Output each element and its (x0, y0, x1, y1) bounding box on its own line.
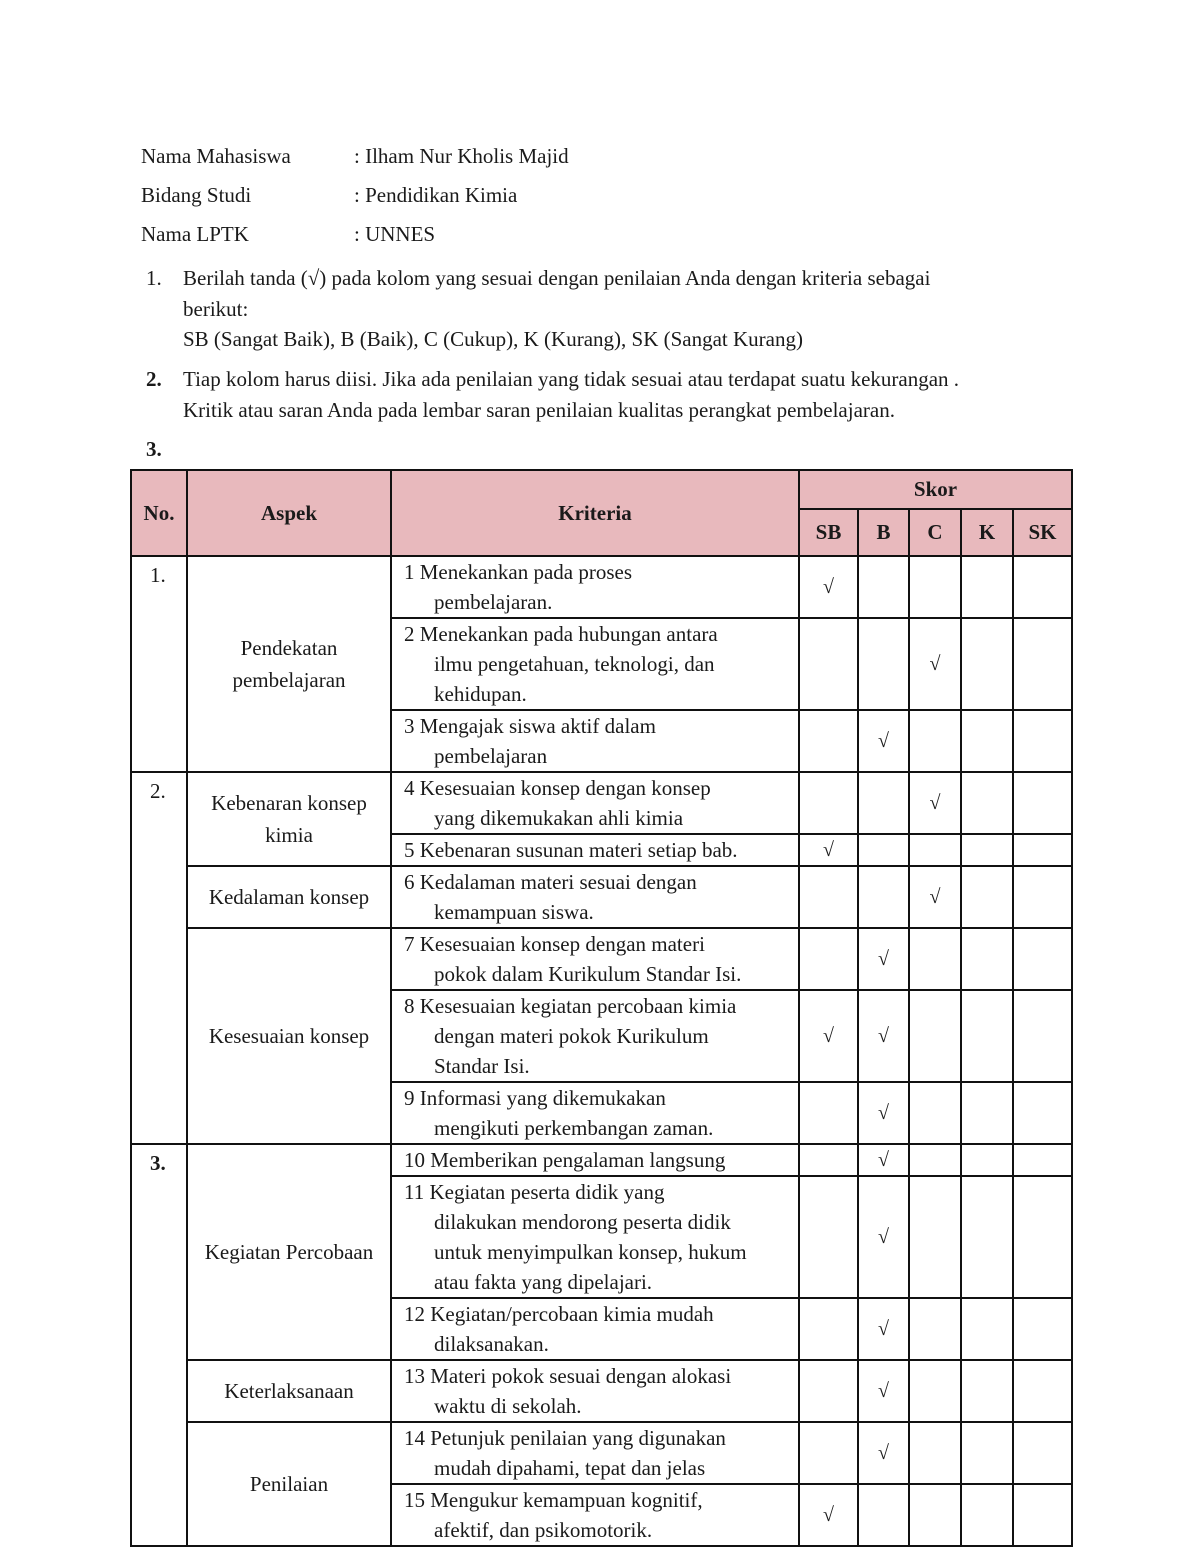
kriteria-text: Mengukur kemampuan kognitif, (430, 1488, 703, 1512)
score-cell-k[interactable] (961, 710, 1013, 772)
kriteria-cell (391, 1484, 799, 1546)
instruction-2-line-2: Kritik atau saran Anda pada lembar saran penilaian kualitas perangkat pembelajaran. (183, 397, 895, 422)
kriteria-cell (391, 1082, 799, 1144)
kriteria-number: 12 (404, 1302, 425, 1326)
score-cell-k[interactable] (961, 1484, 1013, 1546)
instruction-1-line-3: SB (Sangat Baik), B (Baik), C (Cukup), K (Kurang), SK (Sangat Kurang) (183, 327, 803, 351)
kriteria-text-continued: yang dikemukakan ahli kimia (434, 806, 684, 830)
instruction-1 (146, 263, 1066, 355)
kriteria-text: Menekankan pada proses (419, 560, 633, 584)
aspek-cell: Kebenaran konsep kimia (187, 772, 391, 866)
aspek-cell: Kesesuaian konsep (187, 928, 391, 1144)
instruction-2-number: 2. (146, 367, 162, 391)
kriteria-number: 14 (404, 1426, 425, 1450)
kriteria-text-continued: pembelajaran (434, 744, 548, 768)
header-sk: SK (1013, 509, 1072, 556)
kriteria-first-line (404, 1423, 792, 1453)
info-nama-mahasiswa (141, 141, 841, 171)
score-cell-c[interactable] (909, 866, 961, 928)
score-cell-b[interactable] (858, 1298, 909, 1360)
score-cell-sb[interactable] (799, 1176, 858, 1298)
score-cell-k[interactable] (961, 834, 1013, 866)
header-skor: Skor (799, 470, 1072, 509)
score-cell-b[interactable] (858, 1422, 909, 1484)
kriteria-cell (391, 866, 799, 928)
score-cell-c[interactable] (909, 834, 961, 866)
score-cell-sb[interactable] (799, 772, 858, 834)
check-mark-icon: √ (878, 1379, 889, 1402)
kriteria-cell (391, 1176, 799, 1298)
header-b: B (858, 509, 909, 556)
kriteria-number: 15 (404, 1488, 425, 1512)
kriteria-text: Mengajak siswa aktif dalam (419, 714, 656, 738)
score-cell-sk[interactable] (1013, 1176, 1072, 1298)
kriteria-first-line (404, 929, 792, 959)
check-mark-icon: √ (823, 575, 834, 598)
instruction-1-line-1: Berilah tanda (√) pada kolom yang sesuai dengan penilaian Anda dengan kriteria sebagai (183, 266, 931, 290)
score-cell-sk[interactable] (1013, 618, 1072, 710)
kriteria-first-line (404, 867, 792, 897)
kriteria-first-line (404, 1299, 792, 1329)
kriteria-text: Kedalaman materi sesuai dengan (419, 870, 697, 894)
score-cell-sk[interactable] (1013, 1360, 1072, 1422)
score-cell-c[interactable] (909, 1484, 961, 1546)
score-cell-sb[interactable] (799, 928, 858, 990)
score-cell-c[interactable] (909, 928, 961, 990)
aspek-cell: Kedalaman konsep (187, 866, 391, 928)
kriteria-first-line (404, 991, 792, 1021)
kriteria-text-continued: kehidupan. (434, 682, 527, 706)
kriteria-text-continued: pembelajaran. (434, 590, 553, 614)
value-nama-lptk: : UNNES (354, 222, 436, 246)
kriteria-text-continued: dilakukan mendorong peserta didik (434, 1210, 731, 1234)
kriteria-text: Kegiatan peserta didik yang (429, 1180, 665, 1204)
kriteria-number: 6 (404, 870, 415, 894)
score-cell-k[interactable] (961, 1082, 1013, 1144)
score-cell-b[interactable] (858, 1484, 909, 1546)
table-body (131, 556, 1072, 1546)
info-bidang-studi (141, 180, 841, 210)
score-cell-sk[interactable] (1013, 772, 1072, 834)
kriteria-number: 5 (404, 838, 415, 862)
score-cell-sk[interactable] (1013, 710, 1072, 772)
score-cell-sb[interactable] (799, 1422, 858, 1484)
check-mark-icon: √ (823, 1503, 834, 1526)
instruction-3-number: 3. (146, 437, 162, 461)
table-row (131, 772, 1072, 834)
kriteria-text: Kesesuaian konsep dengan konsep (419, 776, 711, 800)
table-row (131, 556, 1072, 618)
kriteria-number: 1 (404, 560, 415, 584)
score-cell-c[interactable] (909, 556, 961, 618)
kriteria-cell (391, 556, 799, 618)
kriteria-text-continued: pokok dalam Kurikulum Standar Isi. (434, 962, 742, 986)
kriteria-text: Materi pokok sesuai dengan alokasi (430, 1364, 732, 1388)
kriteria-number: 11 (404, 1180, 425, 1204)
kriteria-text-continued: dengan materi pokok Kurikulum (434, 1024, 709, 1048)
kriteria-text-continued: untuk menyimpulkan konsep, hukum (434, 1240, 747, 1264)
score-cell-c[interactable] (909, 772, 961, 834)
group-number-1: 1. (131, 556, 187, 772)
kriteria-text-continued: mudah dipahami, tepat dan jelas (434, 1456, 706, 1480)
kriteria-text-continued: waktu di sekolah. (434, 1394, 582, 1418)
kriteria-text-continued: dilaksanakan. (434, 1332, 549, 1356)
score-cell-b[interactable] (858, 834, 909, 866)
kriteria-cell (391, 1422, 799, 1484)
kriteria-first-line (404, 1145, 792, 1175)
check-mark-icon: √ (929, 885, 941, 908)
kriteria-text-continued: ilmu pengetahuan, teknologi, dan (434, 652, 715, 676)
kriteria-first-line (404, 1485, 792, 1515)
header-k: K (961, 509, 1013, 556)
check-mark-icon: √ (878, 1225, 889, 1248)
instruction-2-line-1: Tiap kolom harus diisi. Jika ada penilaian yang tidak sesuai atau terdapat suatu kekurangan . (183, 367, 960, 391)
kriteria-text-continued: afektif, dan psikomotorik. (434, 1518, 653, 1542)
score-cell-k[interactable] (961, 618, 1013, 710)
aspek-cell: Keterlaksanaan (187, 1360, 391, 1422)
kriteria-first-line (404, 1177, 792, 1207)
kriteria-text-continued: kemampuan siswa. (434, 900, 594, 924)
score-cell-k[interactable] (961, 928, 1013, 990)
header-no: No. (131, 470, 187, 556)
score-cell-sb[interactable] (799, 618, 858, 710)
kriteria-text-continued: mengikuti perkembangan zaman. (434, 1116, 714, 1140)
kriteria-text: Kebenaran susunan materi setiap bab. (419, 838, 738, 862)
kriteria-text-continued: atau fakta yang dipelajari. (434, 1270, 653, 1294)
header-kriteria: Kriteria (391, 470, 799, 556)
kriteria-first-line (404, 1083, 792, 1113)
score-cell-b[interactable] (858, 556, 909, 618)
header-aspek: Aspek (187, 470, 391, 556)
kriteria-first-line (404, 557, 792, 587)
kriteria-cell (391, 1144, 799, 1176)
score-cell-k[interactable] (961, 1298, 1013, 1360)
header-c: C (909, 509, 961, 556)
score-cell-sk[interactable] (1013, 1082, 1072, 1144)
score-cell-sb[interactable] (799, 1144, 858, 1176)
kriteria-first-line (404, 773, 792, 803)
kriteria-number: 10 (404, 1148, 425, 1172)
instruction-1-line-2: berikut: (183, 296, 249, 321)
kriteria-first-line (404, 711, 792, 741)
kriteria-text: Kegiatan/percobaan kimia mudah (430, 1302, 714, 1326)
label-nama-lptk: Nama LPTK (141, 222, 249, 246)
kriteria-text: Informasi yang dikemukakan (419, 1086, 666, 1110)
instruction-1-number: 1. (146, 266, 162, 290)
kriteria-cell (391, 928, 799, 990)
kriteria-cell (391, 1298, 799, 1360)
kriteria-number: 2 (404, 622, 415, 646)
kriteria-text-continued: Standar Isi. (434, 1054, 530, 1078)
table-row (131, 1360, 1072, 1422)
score-cell-b[interactable] (858, 866, 909, 928)
kriteria-cell (391, 1360, 799, 1422)
score-cell-sb[interactable] (799, 990, 858, 1082)
label-nama-mahasiswa: Nama Mahasiswa (141, 144, 291, 168)
score-cell-b[interactable] (858, 990, 909, 1082)
score-cell-c[interactable] (909, 618, 961, 710)
kriteria-text: Menekankan pada hubungan antara (419, 622, 718, 646)
score-cell-c[interactable] (909, 1298, 961, 1360)
score-cell-sb[interactable] (799, 866, 858, 928)
kriteria-number: 3 (404, 714, 415, 738)
check-mark-icon: √ (823, 838, 834, 861)
score-cell-sk[interactable] (1013, 1484, 1072, 1546)
score-cell-sk[interactable] (1013, 990, 1072, 1082)
score-cell-k[interactable] (961, 1176, 1013, 1298)
table-row (131, 928, 1072, 990)
check-mark-icon: √ (878, 1441, 889, 1464)
score-cell-b[interactable] (858, 928, 909, 990)
aspek-cell: Pendekatan pembelajaran (187, 556, 391, 772)
assessment-table (130, 469, 1073, 1547)
score-cell-c[interactable] (909, 1176, 961, 1298)
instruction-2 (146, 364, 1066, 425)
kriteria-number: 7 (404, 932, 415, 956)
score-cell-c[interactable] (909, 1144, 961, 1176)
score-cell-sb[interactable] (799, 834, 858, 866)
score-cell-c[interactable] (909, 1422, 961, 1484)
kriteria-cell (391, 710, 799, 772)
score-cell-k[interactable] (961, 556, 1013, 618)
score-cell-sk[interactable] (1013, 866, 1072, 928)
score-cell-k[interactable] (961, 772, 1013, 834)
group-number-2: 2. (131, 772, 187, 1144)
value-nama-mahasiswa: : Ilham Nur Kholis Majid (354, 144, 569, 168)
value-bidang-studi: : Pendidikan Kimia (354, 183, 518, 207)
score-cell-sb[interactable] (799, 556, 858, 618)
score-cell-sb[interactable] (799, 1484, 858, 1546)
score-cell-sb[interactable] (799, 710, 858, 772)
score-cell-sk[interactable] (1013, 834, 1072, 866)
kriteria-cell (391, 834, 799, 866)
label-bidang-studi: Bidang Studi (141, 183, 252, 207)
kriteria-number: 13 (404, 1364, 425, 1388)
score-cell-sk[interactable] (1013, 1422, 1072, 1484)
score-cell-b[interactable] (858, 1082, 909, 1144)
score-cell-c[interactable] (909, 1360, 961, 1422)
table-row (131, 866, 1072, 928)
score-cell-sk[interactable] (1013, 1298, 1072, 1360)
check-mark-icon: √ (878, 947, 889, 970)
header-sb: SB (799, 509, 858, 556)
score-cell-sb[interactable] (799, 1082, 858, 1144)
kriteria-number: 4 (404, 776, 415, 800)
score-cell-k[interactable] (961, 1422, 1013, 1484)
score-cell-c[interactable] (909, 710, 961, 772)
table-row (131, 1422, 1072, 1484)
check-mark-icon: √ (878, 1101, 889, 1124)
score-cell-k[interactable] (961, 866, 1013, 928)
score-cell-k[interactable] (961, 990, 1013, 1082)
score-cell-b[interactable] (858, 772, 909, 834)
aspek-cell: Penilaian (187, 1422, 391, 1546)
check-mark-icon: √ (878, 1317, 889, 1340)
score-cell-b[interactable] (858, 710, 909, 772)
score-cell-sb[interactable] (799, 1360, 858, 1422)
score-cell-b[interactable] (858, 1360, 909, 1422)
kriteria-cell (391, 990, 799, 1082)
check-mark-icon: √ (878, 1024, 889, 1047)
check-mark-icon: √ (929, 652, 941, 675)
group-number-3: 3. (131, 1144, 187, 1546)
score-cell-k[interactable] (961, 1360, 1013, 1422)
score-cell-sk[interactable] (1013, 928, 1072, 990)
kriteria-text: Kesesuaian konsep dengan materi (419, 932, 705, 956)
kriteria-cell (391, 618, 799, 710)
kriteria-number: 8 (404, 994, 415, 1018)
score-cell-b[interactable] (858, 618, 909, 710)
kriteria-first-line (404, 619, 792, 649)
score-cell-b[interactable] (858, 1144, 909, 1176)
kriteria-text: Memberikan pengalaman langsung (430, 1148, 726, 1172)
score-cell-sb[interactable] (799, 1298, 858, 1360)
aspek-cell: Kegiatan Percobaan (187, 1144, 391, 1360)
score-cell-c[interactable] (909, 990, 961, 1082)
kriteria-text: Kesesuaian kegiatan percobaan kimia (419, 994, 737, 1018)
check-mark-icon: √ (929, 791, 941, 814)
score-cell-b[interactable] (858, 1176, 909, 1298)
check-mark-icon: √ (823, 1024, 834, 1047)
check-mark-icon: √ (878, 729, 889, 752)
score-cell-k[interactable] (961, 1144, 1013, 1176)
score-cell-sk[interactable] (1013, 556, 1072, 618)
check-mark-icon: √ (878, 1148, 889, 1171)
kriteria-cell (391, 772, 799, 834)
table-row (131, 1144, 1072, 1176)
kriteria-number: 9 (404, 1086, 415, 1110)
score-cell-c[interactable] (909, 1082, 961, 1144)
score-cell-sk[interactable] (1013, 1144, 1072, 1176)
info-nama-lptk (141, 219, 841, 249)
kriteria-first-line (404, 1361, 792, 1391)
kriteria-first-line (404, 835, 792, 865)
kriteria-text: Petunjuk penilaian yang digunakan (430, 1426, 726, 1450)
